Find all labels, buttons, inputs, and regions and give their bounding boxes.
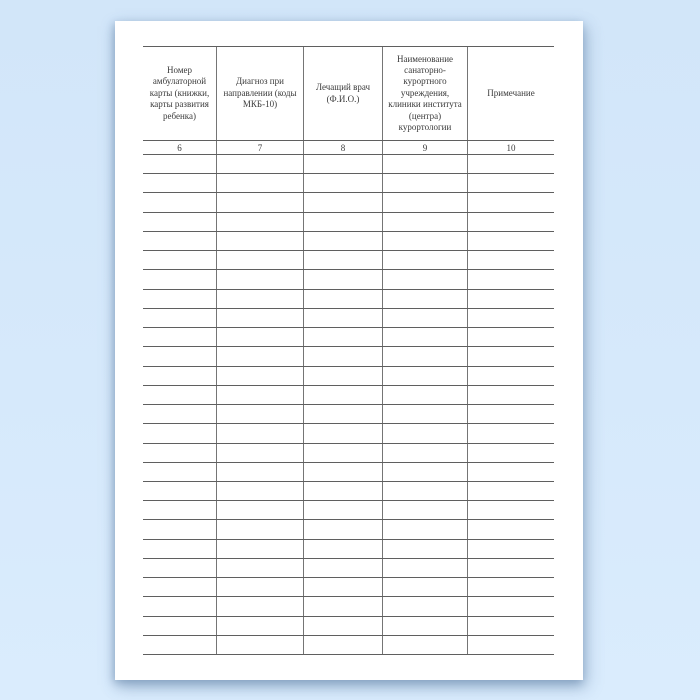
table-cell [216,270,303,288]
table-cell [382,597,467,615]
table-cell [467,309,554,327]
table-row [143,636,554,655]
table-cell [467,251,554,269]
table-row [143,155,554,174]
table-cell [382,444,467,462]
table-cell [467,405,554,423]
table-cell [382,501,467,519]
table-cell [216,559,303,577]
table-cell [467,367,554,385]
table-cell [467,540,554,558]
table-row [143,386,554,405]
table-row [143,424,554,443]
table-cell [303,193,382,211]
table-cell [382,617,467,635]
table-cell [467,559,554,577]
table-cell [143,636,216,654]
table-cell [143,597,216,615]
table-cell [467,578,554,596]
table-cell [216,444,303,462]
table-cell [143,578,216,596]
table-row [143,463,554,482]
table-cell [303,290,382,308]
table-cell [143,174,216,192]
table-cell [143,347,216,365]
table-cell [382,463,467,481]
table-cell [143,540,216,558]
table-cell [216,290,303,308]
table-cell [143,482,216,500]
table-cell [303,617,382,635]
table-row [143,347,554,366]
table-row [143,174,554,193]
table-cell [216,617,303,635]
table-cell [143,290,216,308]
header-cell-col9: Наименование санаторно-курортного учреждения, клиники института (центра) курортологии [382,47,467,140]
table-cell [143,328,216,346]
column-number-cell-10: 10 [467,141,554,154]
table-cell [216,213,303,231]
table-cell [303,540,382,558]
table-cell [467,636,554,654]
table-cell [303,463,382,481]
table-cell [143,251,216,269]
table-cell [303,501,382,519]
table-cell [382,328,467,346]
table-cell [143,559,216,577]
table-cell [382,270,467,288]
table-cell [382,309,467,327]
table-row [143,290,554,309]
column-number-cell-9: 9 [382,141,467,154]
table-cell [143,367,216,385]
table-cell [143,444,216,462]
table-cell [303,232,382,250]
table-row [143,578,554,597]
table-row [143,193,554,212]
table-cell [216,520,303,538]
column-number-cell-6: 6 [177,142,182,153]
table-cell [143,386,216,404]
table-row [143,405,554,424]
table-cell [467,424,554,442]
table-cell [143,309,216,327]
table-cell [216,251,303,269]
table-cell [382,540,467,558]
table-cell [143,193,216,211]
table-cell [216,540,303,558]
table-row [143,597,554,616]
table-cell [382,405,467,423]
table-cell [303,520,382,538]
table-cell [216,636,303,654]
column-numbers-row [143,141,554,155]
table-cell [382,347,467,365]
table-cell [382,290,467,308]
table-cell [143,155,216,173]
table-cell [216,405,303,423]
table-row [143,213,554,232]
table-cell [467,290,554,308]
table-cell [216,347,303,365]
table-row [143,251,554,270]
table-cell [303,405,382,423]
table-cell [303,328,382,346]
table-cell [216,386,303,404]
table-cell [382,636,467,654]
table-cell [467,482,554,500]
table-row [143,482,554,501]
table-cell [143,501,216,519]
table-cell [467,520,554,538]
table-cell [303,482,382,500]
table-cell [382,232,467,250]
table-cell [216,463,303,481]
column-number-cell-7: 7 [216,141,303,154]
table-cell [303,559,382,577]
table-cell [216,597,303,615]
table-cell [467,213,554,231]
table-row [143,328,554,347]
table-cell [303,270,382,288]
table-row [143,367,554,386]
column-number-cell-8: 8 [303,141,382,154]
table-cell [216,174,303,192]
table-cell [467,617,554,635]
table-cell [143,270,216,288]
table-cell [303,424,382,442]
table-cell [143,213,216,231]
table-cell [467,174,554,192]
table-cell [382,424,467,442]
table-cell [303,251,382,269]
table-cell [216,155,303,173]
table-row [143,270,554,289]
table-cell [303,213,382,231]
table-cell [382,386,467,404]
table-cell [143,520,216,538]
table-cell [216,193,303,211]
table-cell [303,155,382,173]
table-row [143,309,554,328]
table-row [143,232,554,251]
table-cell [303,347,382,365]
table-cell [216,367,303,385]
table-cell [382,174,467,192]
table-header-row [143,46,554,141]
table-cell [303,597,382,615]
header-cell-col6: Номер амбулаторной карты (книжки, карты развития ребенка) [149,64,210,121]
table-cell [216,232,303,250]
table-cell [216,578,303,596]
table-cell [467,597,554,615]
table-cell [382,213,467,231]
table-cell [303,444,382,462]
table-row [143,540,554,559]
table-cell [467,347,554,365]
table-cell [303,174,382,192]
table-cell [303,367,382,385]
table-cell [382,193,467,211]
table-cell [467,463,554,481]
table-row [143,617,554,636]
table-cell [467,444,554,462]
table-row [143,559,554,578]
table-cell [143,232,216,250]
table-cell [467,232,554,250]
table-cell [382,578,467,596]
table-cell [467,155,554,173]
table-cell [303,636,382,654]
table-cell [467,501,554,519]
table-cell [216,482,303,500]
table-cell [143,405,216,423]
table-cell [382,367,467,385]
table-row [143,444,554,463]
table-cell [303,309,382,327]
table-cell [216,501,303,519]
header-cell-col10: Примечание [467,47,554,140]
document-page [115,21,583,680]
table-cell [303,386,382,404]
table-cell [216,309,303,327]
table-cell [382,559,467,577]
table-row [143,520,554,539]
table-cell [467,193,554,211]
header-cell-col7: Диагноз при направлении (коды МКБ-10) [216,47,303,140]
table-body [143,155,554,655]
table-cell [467,328,554,346]
table-cell [143,617,216,635]
table-cell [216,328,303,346]
table-cell [382,155,467,173]
table-cell [382,251,467,269]
table-cell [143,463,216,481]
table-cell [382,482,467,500]
table-row [143,501,554,520]
table-cell [216,424,303,442]
table-cell [382,520,467,538]
journal-table [143,46,554,655]
table-cell [143,424,216,442]
table-cell [303,578,382,596]
table-cell [467,386,554,404]
header-cell-col8: Лечащий врач (Ф.И.О.) [303,47,382,140]
table-cell [467,270,554,288]
